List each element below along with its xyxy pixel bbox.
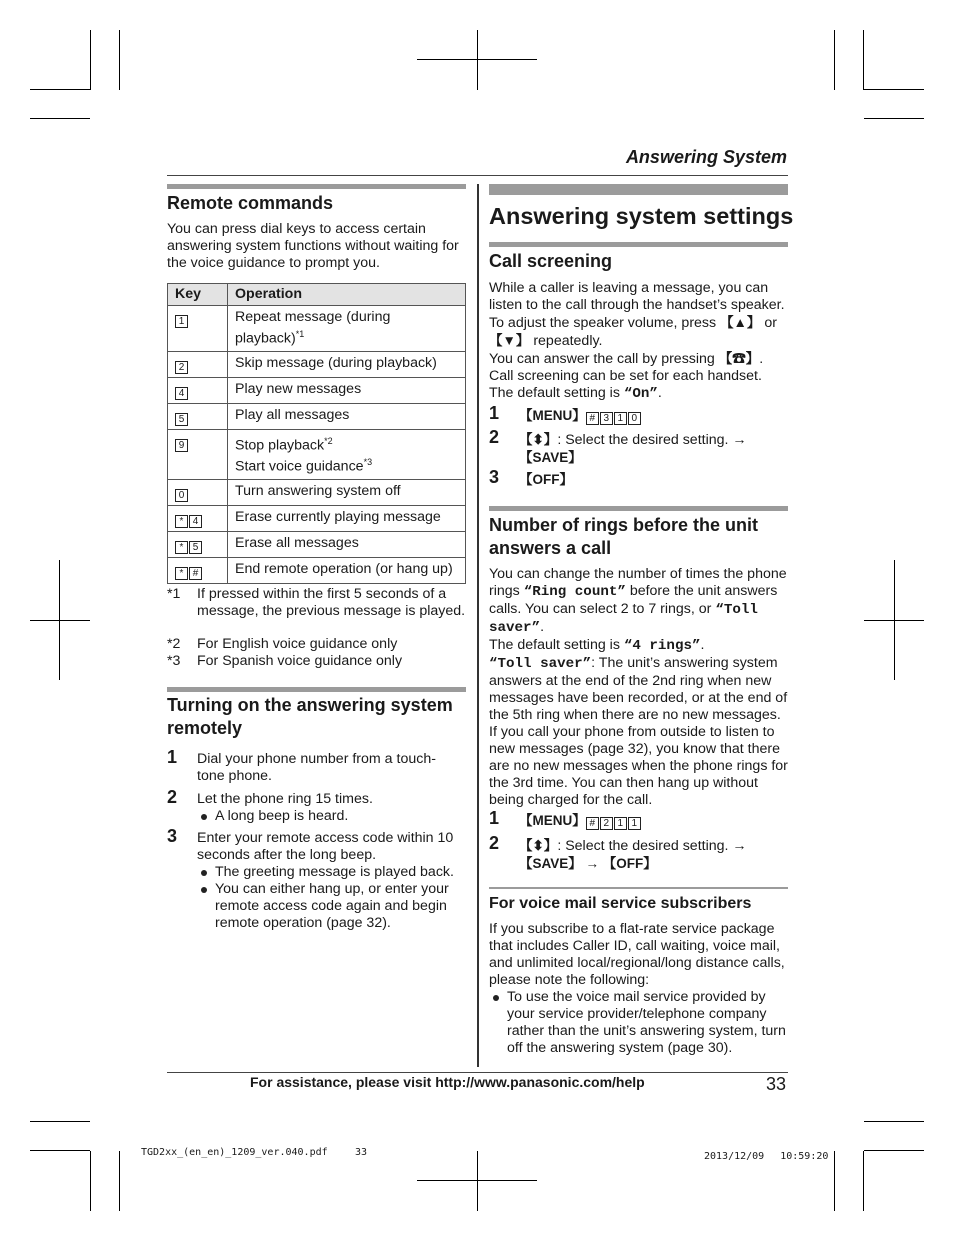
subsection-rule [489, 887, 788, 889]
save-key: 【SAVE】 [519, 450, 582, 465]
table-header-row [168, 284, 466, 306]
title-bar [489, 184, 788, 195]
dial-key: 1 [628, 817, 641, 830]
menu-key: 【MENU】 [519, 813, 586, 828]
default-value: “On” [623, 386, 658, 402]
bullet-item: To use the voice mail service provided by your service provider/telephone company rather than the unit’s answering system, turn off the answering system (page 30). [489, 989, 788, 1057]
step-text: Let the phone ring 15 times. [197, 791, 373, 807]
table-row [168, 377, 466, 403]
bullet-item: A long beep is heard. [197, 808, 466, 825]
key-cell [168, 403, 228, 429]
table-row [168, 558, 466, 584]
section-bar [167, 184, 466, 189]
rings-body: You can change the number of times the phone rings “Ring count” before the unit answers calls. You can select 2 to 7 rings, or “Toll saver”. The default setting is “4 rings”. “Toll saver”: The unit’s answering system answers at the end of the 2nd ring when new messages have been recorded, or at the end of the 5th ring when there are no new messages. If you call your phone from outside to listen to new messages (page 32), you know that there are no new messages when the phone rings for the 3rd time. You can then hang up without being charged for the call. [489, 566, 788, 808]
section-bar [489, 506, 788, 511]
section-bar [167, 687, 466, 692]
remote-intro: You can press dial keys to access certain answering system functions without waiting for the voice guidance to prompt you. [167, 221, 459, 271]
setting-name: “Ring count” [523, 584, 626, 600]
star-key: * [175, 541, 188, 554]
dial-key: 1 [614, 412, 627, 425]
navigator-key-icon: 【⬍】 [519, 432, 558, 447]
table-row [168, 351, 466, 377]
pound-key: # [586, 412, 599, 425]
key-cell [168, 558, 228, 584]
table-row [168, 480, 466, 506]
menu-key: 【MENU】 [519, 408, 586, 423]
dial-key: 5 [175, 413, 188, 426]
help-footer: For assistance, please visit http://www.panasonic.com/help [250, 1074, 645, 1090]
star-key: * [175, 567, 188, 580]
volume-up-key: 【▲】 [720, 315, 761, 330]
operation-cell: Play all messages [228, 403, 466, 429]
remote-commands-table [167, 283, 466, 584]
step-number: 3 [167, 826, 178, 846]
default-value: “4 rings” [623, 638, 701, 654]
key-cell [168, 532, 228, 558]
bullet-item: You can either hang up, or enter your remote access code again and begin remote operation (page 32). [197, 881, 466, 932]
step-number: 3 [489, 467, 500, 487]
off-key: 【OFF】 [519, 472, 573, 487]
column-divider [477, 184, 479, 1067]
header-rule [167, 175, 788, 176]
pound-key: # [586, 817, 599, 830]
talk-key-icon: 【☎】 [718, 351, 760, 366]
turning-on-heading: Turning on the answering system remotely [167, 695, 453, 738]
dial-key: 5 [189, 541, 202, 554]
step-number: 1 [489, 808, 500, 828]
file-name: TGD2xx_(en_en)_1209_ver.040.pdf [141, 1147, 328, 1158]
step-number: 2 [167, 787, 178, 807]
call-screening-body: While a caller is leaving a message, you can listen to the call through the handset’s speaker. To adjust the speaker volume, press 【▲】 or 【▼】 repeatedly. You can answer the call by pressing 【☎】. Call screening can be set for each handset. The default setting is “On”. [489, 280, 785, 402]
table-row [168, 506, 466, 532]
step-number: 1 [167, 747, 178, 767]
dial-key: 3 [600, 412, 613, 425]
footnote-ref: *2 [324, 435, 333, 446]
dial-key: 0 [175, 489, 188, 502]
navigator-key-icon: 【⬍】 [519, 838, 558, 853]
operation-column-header: Operation [228, 284, 466, 306]
voice-mail-heading: For voice mail service subscribers [489, 895, 752, 912]
dial-key: 2 [175, 361, 188, 374]
remote-commands-heading: Remote commands [167, 193, 334, 213]
footer-rule [167, 1072, 788, 1073]
key-cell [168, 306, 228, 352]
operation-cell: Skip message (during playback) [228, 351, 466, 377]
step-number: 2 [489, 833, 500, 853]
dial-key: 9 [175, 439, 188, 452]
dial-key: 1 [614, 817, 627, 830]
voice-mail-body: If you subscribe to a flat-rate service package that includes Caller ID, call waiting, voice mail, and unlimited local/regional/long distance calls, please note the following: To use the voice mail service provided by your service provider/telephone company rather than the unit’s answering system, turn off the answering system (page 30). [489, 921, 788, 1057]
rings-heading: Number of rings before the unit answers a call [489, 515, 759, 558]
key-cell [168, 351, 228, 377]
key-cell [168, 506, 228, 532]
page-number: 33 [766, 1074, 787, 1094]
table-row [168, 403, 466, 429]
key-cell [168, 429, 228, 479]
file-page: 33 [355, 1147, 368, 1158]
footnote-ref: *1 [295, 329, 305, 339]
save-off-keys: 【SAVE】 → 【OFF】 [519, 856, 657, 871]
key-column-header: Key [168, 284, 228, 306]
volume-down-key: 【▼】 [489, 333, 530, 348]
running-header: Answering System [625, 147, 787, 167]
operation-cell: Erase all messages [228, 532, 466, 558]
print-datetime: 2013/12/09 10:59:20 [704, 1151, 829, 1162]
dial-key: 4 [189, 515, 202, 528]
table-row [168, 429, 466, 479]
pound-key: # [189, 567, 202, 580]
key-cell [168, 480, 228, 506]
operation-cell: Stop playback$^{*2}$ Start voice guidance$^{*3}$ [228, 429, 466, 479]
step-number: 1 [489, 403, 500, 423]
dial-key: 0 [628, 412, 641, 425]
star-key: * [175, 515, 188, 528]
step-text: Enter your remote access code within 10 seconds after the long beep. [197, 830, 454, 863]
setting-name: “Toll saver” [489, 602, 758, 636]
bullet-item: The greeting message is played back. [197, 864, 466, 881]
setting-name: “Toll saver” [489, 656, 592, 672]
step-number: 2 [489, 427, 500, 447]
operation-cell: Repeat message (during playback)$^{*1}$ [228, 306, 466, 352]
table-row [168, 532, 466, 558]
operation-cell: Turn answering system off [228, 480, 466, 506]
call-screening-heading: Call screening [489, 251, 613, 271]
page-title: Answering system settings [489, 203, 794, 229]
dial-key: 4 [175, 387, 188, 400]
key-cell [168, 377, 228, 403]
step-text: Dial your phone number from a touch-tone phone. [197, 751, 436, 784]
dial-key: 1 [175, 315, 188, 328]
footnote-ref: *3 [363, 457, 373, 468]
operation-cell: End remote operation (or hang up) [228, 558, 466, 584]
dial-key: 2 [600, 817, 613, 830]
table-row [168, 306, 466, 352]
operation-cell: Play new messages [228, 377, 466, 403]
section-bar [489, 242, 788, 247]
operation-cell: Erase currently playing message [228, 506, 466, 532]
